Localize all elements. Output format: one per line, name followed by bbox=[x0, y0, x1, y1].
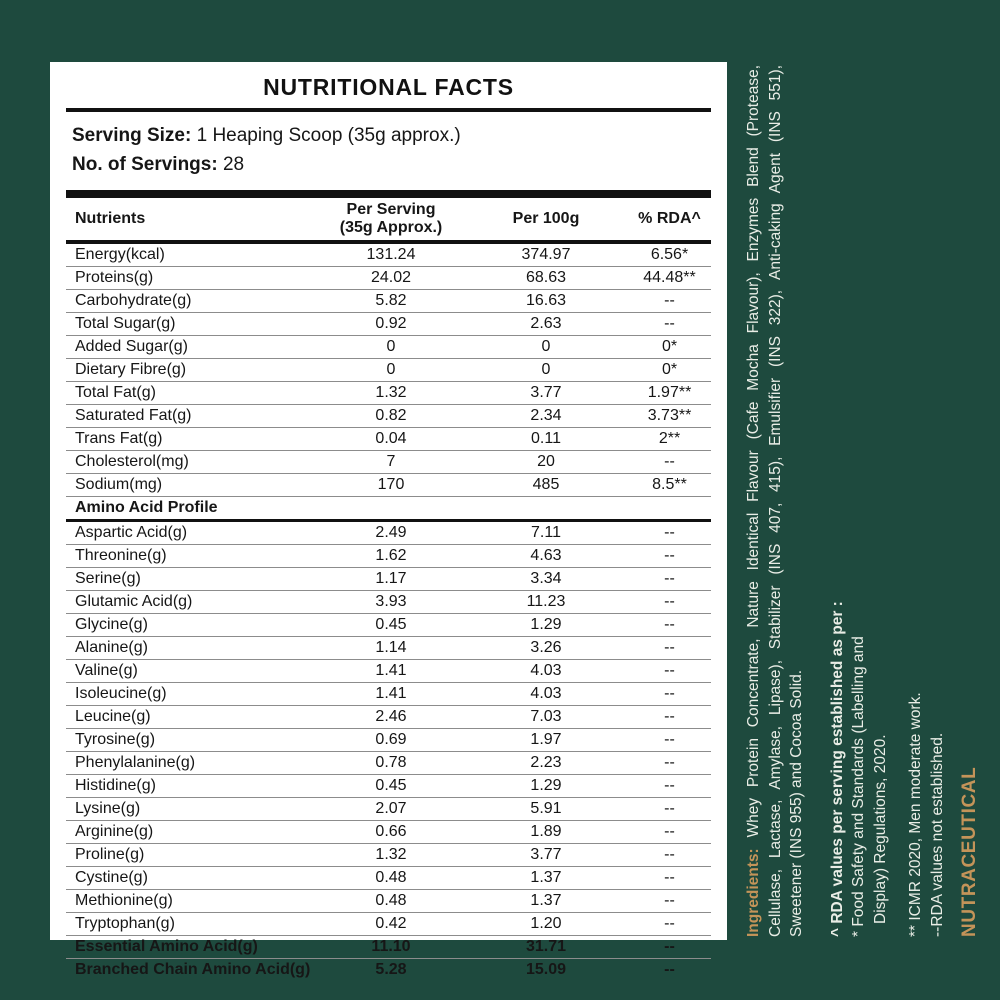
cell-per-100g: 1.89 bbox=[530, 823, 562, 840]
table-row bbox=[66, 959, 711, 981]
cell-name: Serine(g) bbox=[75, 570, 141, 587]
ingredients-line-1 bbox=[743, 65, 765, 937]
cell-per-100g: 485 bbox=[532, 476, 560, 493]
rda-note-line-2: Display) Regulations, 2020. bbox=[871, 734, 889, 924]
table-row bbox=[66, 382, 711, 405]
cell-rda: -- bbox=[664, 754, 675, 771]
cell-per-100g: 1.29 bbox=[530, 777, 562, 794]
cell-name: Lysine(g) bbox=[75, 800, 141, 817]
cell-per-100g: 2.63 bbox=[530, 315, 562, 332]
cell-name: Tryptophan(g) bbox=[75, 915, 175, 932]
cell-name: Cholesterol(mg) bbox=[75, 453, 189, 470]
table-row bbox=[66, 244, 711, 267]
cell-per-100g: 4.03 bbox=[530, 685, 562, 702]
cell-per-serving: 1.32 bbox=[375, 384, 407, 401]
table-row bbox=[66, 706, 711, 729]
cell-name: Total Fat(g) bbox=[75, 384, 156, 401]
cell-rda: 44.48** bbox=[643, 269, 696, 286]
cell-name: Dietary Fibre(g) bbox=[75, 361, 187, 378]
table-row bbox=[66, 568, 711, 591]
table-row bbox=[66, 290, 711, 313]
cell-rda: 0* bbox=[661, 338, 678, 355]
servings-count-label: No. of Servings: bbox=[72, 154, 218, 175]
cell-rda: -- bbox=[664, 547, 675, 564]
cell-per-100g: 68.63 bbox=[525, 269, 567, 286]
cell-name: Saturated Fat(g) bbox=[75, 407, 192, 424]
side-rotated-text bbox=[743, 65, 980, 937]
table-row bbox=[66, 752, 711, 775]
cell-per-100g: 4.03 bbox=[530, 662, 562, 679]
cell-per-100g: 1.20 bbox=[530, 915, 562, 932]
cell-per-100g: 0 bbox=[541, 338, 551, 355]
serving-size-value: 1 Heaping Scoop (35g approx.) bbox=[196, 125, 461, 146]
cell-rda: -- bbox=[664, 570, 675, 587]
cell-name: Valine(g) bbox=[75, 662, 138, 679]
rda-not-established-note: --RDA values not established. bbox=[928, 732, 946, 937]
cell-per-serving: 0 bbox=[386, 361, 396, 378]
cell-name: Leucine(g) bbox=[75, 708, 151, 725]
cell-name: Total Sugar(g) bbox=[75, 315, 176, 332]
cell-name: Arginine(g) bbox=[75, 823, 154, 840]
cell-name: Carbohydrate(g) bbox=[75, 292, 192, 309]
cell-per-serving: 0.78 bbox=[375, 754, 407, 771]
cell-per-serving: 0 bbox=[386, 338, 396, 355]
serving-info bbox=[66, 112, 711, 190]
cell-per-serving: 0.92 bbox=[375, 315, 407, 332]
cell-rda: -- bbox=[664, 639, 675, 656]
cell-per-100g: 11.23 bbox=[526, 593, 566, 610]
table-row bbox=[66, 545, 711, 568]
header-nutrients: Nutrients bbox=[75, 210, 146, 227]
table-row bbox=[66, 683, 711, 706]
nutrition-facts-title: NUTRITIONAL FACTS bbox=[263, 74, 514, 100]
cell-name: Sodium(mg) bbox=[75, 476, 163, 493]
cell-name: Cystine(g) bbox=[75, 869, 148, 886]
header-per-serving-line1: Per Serving bbox=[346, 201, 436, 219]
cell-per-100g: 1.37 bbox=[530, 869, 562, 886]
table-row bbox=[66, 451, 711, 474]
table-row bbox=[66, 336, 711, 359]
servings-count-line bbox=[72, 152, 705, 178]
cell-rda: -- bbox=[664, 524, 675, 541]
cell-rda: -- bbox=[664, 800, 675, 817]
ingredients-line-3: Sweetener (INS 955) and Cocoa Solid. bbox=[788, 669, 805, 937]
cell-per-serving: 1.41 bbox=[375, 685, 407, 702]
cell-rda: 2** bbox=[658, 430, 681, 447]
cell-per-serving: 131.24 bbox=[366, 246, 416, 263]
cell-per-serving: 0.69 bbox=[375, 731, 407, 748]
cell-per-100g: 15.09 bbox=[525, 961, 567, 978]
header-per-serving-line2: (35g Approx.) bbox=[339, 219, 443, 236]
table-row bbox=[66, 798, 711, 821]
cell-name: Tyrosine(g) bbox=[75, 731, 156, 748]
table-row bbox=[66, 821, 711, 844]
cell-rda: -- bbox=[664, 616, 675, 633]
serving-size-line bbox=[72, 123, 705, 149]
cell-per-serving: 1.14 bbox=[375, 639, 407, 656]
cell-name: Energy(kcal) bbox=[75, 246, 165, 263]
cell-per-serving: 0.04 bbox=[375, 430, 407, 447]
cell-per-100g: 2.23 bbox=[530, 754, 562, 771]
cell-per-serving: 0.66 bbox=[375, 823, 407, 840]
cell-per-serving: 0.48 bbox=[375, 869, 407, 886]
cell-rda: 1.97** bbox=[647, 384, 692, 401]
cell-rda: -- bbox=[664, 938, 675, 955]
cell-name: Histidine(g) bbox=[75, 777, 156, 794]
cell-per-serving: 5.28 bbox=[375, 961, 407, 978]
cell-rda: -- bbox=[664, 961, 675, 978]
table-row bbox=[66, 313, 711, 336]
header-rda: % RDA^ bbox=[638, 210, 701, 227]
table-row bbox=[66, 913, 711, 936]
serving-size-label: Serving Size: bbox=[72, 125, 192, 146]
icmr-note: ** ICMR 2020, Men moderate work. bbox=[907, 692, 924, 937]
cell-rda: -- bbox=[664, 846, 675, 863]
cell-per-serving: 0.48 bbox=[375, 892, 407, 909]
ingredients-line-2: Cellulase, Lactase, Amylase, Lipase), Stabilizer (INS 407, 415), Emulsifier (INS 322), Anti-caking Agent (INS 551), bbox=[766, 65, 784, 937]
table-row bbox=[66, 522, 711, 545]
cell-per-serving: 11.10 bbox=[371, 938, 411, 955]
amino-acid-profile-header: Amino Acid Profile bbox=[66, 497, 711, 522]
cell-name: Phenylalanine(g) bbox=[75, 754, 196, 771]
cell-per-serving: 0.82 bbox=[375, 407, 407, 424]
cell-per-100g: 374.97 bbox=[521, 246, 571, 263]
cell-per-serving: 1.62 bbox=[375, 547, 407, 564]
table-row bbox=[66, 729, 711, 752]
servings-count-value: 28 bbox=[222, 154, 245, 175]
table-row bbox=[66, 844, 711, 867]
cell-per-100g: 16.63 bbox=[525, 292, 567, 309]
table-header-row bbox=[66, 198, 711, 240]
cell-name: Trans Fat(g) bbox=[75, 430, 163, 447]
cell-rda: -- bbox=[664, 731, 675, 748]
cell-per-100g: 31.71 bbox=[525, 938, 567, 955]
cell-per-serving: 3.93 bbox=[375, 593, 407, 610]
cell-per-100g: 7.11 bbox=[531, 524, 561, 541]
cell-per-100g: 3.77 bbox=[530, 846, 562, 863]
cell-name: Glutamic Acid(g) bbox=[75, 593, 193, 610]
rda-note-title: ^ RDA values per serving established as per : bbox=[828, 601, 846, 937]
table-row bbox=[66, 936, 711, 959]
header-per-100g: Per 100g bbox=[512, 210, 580, 227]
cell-rda: -- bbox=[664, 315, 675, 332]
cell-name: Proline(g) bbox=[75, 846, 145, 863]
cell-name: Isoleucine(g) bbox=[75, 685, 167, 702]
table-row bbox=[66, 267, 711, 290]
cell-per-100g: 1.37 bbox=[530, 892, 562, 909]
cell-per-100g: 3.77 bbox=[530, 384, 562, 401]
cell-per-serving: 0.42 bbox=[375, 915, 407, 932]
cell-name: Glycine(g) bbox=[75, 616, 148, 633]
cell-rda: 0* bbox=[661, 361, 678, 378]
nutrition-panel bbox=[50, 62, 727, 978]
cell-per-100g: 5.91 bbox=[530, 800, 562, 817]
cell-name: Proteins(g) bbox=[75, 269, 154, 286]
cell-rda: -- bbox=[664, 685, 675, 702]
cell-per-serving: 5.82 bbox=[375, 292, 407, 309]
table-row bbox=[66, 890, 711, 913]
cell-per-serving: 1.17 bbox=[375, 570, 407, 587]
cell-rda: -- bbox=[664, 777, 675, 794]
cell-rda: 3.73** bbox=[647, 407, 692, 424]
cell-rda: -- bbox=[664, 915, 675, 932]
rda-note-line-1: * Food Safety and Standards (Labelling and bbox=[850, 636, 867, 937]
cell-per-100g: 0 bbox=[541, 361, 551, 378]
cell-rda: -- bbox=[664, 593, 675, 610]
table-row bbox=[66, 428, 711, 451]
cell-name: Added Sugar(g) bbox=[75, 338, 188, 355]
category-label: NUTRACEUTICAL bbox=[959, 766, 980, 937]
cell-rda: 6.56* bbox=[650, 246, 689, 263]
ingredients-label: Ingredients: bbox=[745, 848, 762, 937]
cell-per-serving: 0.45 bbox=[375, 616, 407, 633]
ingredients-text-1: Whey Protein Concentrate, Nature Identical Flavour (Cafe Mocha Flavour), Enzymes Blend (Protease, bbox=[745, 65, 762, 838]
cell-per-100g: 7.03 bbox=[530, 708, 562, 725]
divider-above-header bbox=[66, 190, 711, 198]
cell-per-serving: 1.41 bbox=[375, 662, 407, 679]
cell-per-serving: 2.49 bbox=[375, 524, 407, 541]
table-row bbox=[66, 660, 711, 683]
cell-per-serving: 7 bbox=[386, 453, 396, 470]
cell-per-100g: 1.29 bbox=[530, 616, 562, 633]
table-row bbox=[66, 405, 711, 428]
cell-rda: -- bbox=[664, 708, 675, 725]
cell-name: Branched Chain Amino Acid(g) bbox=[75, 961, 311, 978]
table-row bbox=[66, 359, 711, 382]
header-per-serving bbox=[318, 201, 464, 237]
cell-per-100g: 0.11 bbox=[531, 430, 561, 447]
cell-per-100g: 1.97 bbox=[530, 731, 562, 748]
nutrients-rows bbox=[66, 244, 711, 497]
cell-rda: -- bbox=[664, 892, 675, 909]
cell-name: Aspartic Acid(g) bbox=[75, 524, 188, 541]
cell-per-serving: 0.45 bbox=[375, 777, 407, 794]
cell-per-serving: 170 bbox=[377, 476, 405, 493]
cell-per-100g: 3.26 bbox=[530, 639, 562, 656]
table-row bbox=[66, 637, 711, 660]
cell-per-100g: 20 bbox=[537, 453, 555, 470]
table-row bbox=[66, 591, 711, 614]
cell-name: Methionine(g) bbox=[75, 892, 173, 909]
cell-per-serving: 24.02 bbox=[370, 269, 412, 286]
amino-acid-rows bbox=[66, 522, 711, 981]
cell-rda: -- bbox=[664, 453, 675, 470]
cell-rda: -- bbox=[664, 662, 675, 679]
table-row bbox=[66, 775, 711, 798]
table-row bbox=[66, 474, 711, 497]
cell-rda: -- bbox=[664, 869, 675, 886]
cell-name: Threonine(g) bbox=[75, 547, 167, 564]
cell-per-100g: 3.34 bbox=[530, 570, 562, 587]
cell-per-100g: 2.34 bbox=[530, 407, 562, 424]
table-row bbox=[66, 867, 711, 890]
cell-rda: -- bbox=[664, 823, 675, 840]
cell-per-serving: 2.07 bbox=[375, 800, 407, 817]
cell-name: Essential Amino Acid(g) bbox=[75, 938, 258, 955]
cell-per-serving: 2.46 bbox=[375, 708, 407, 725]
cell-rda: 8.5** bbox=[652, 476, 687, 493]
cell-per-serving: 1.32 bbox=[375, 846, 407, 863]
table-row bbox=[66, 614, 711, 637]
cell-rda: -- bbox=[664, 292, 675, 309]
cell-per-100g: 4.63 bbox=[530, 547, 562, 564]
cell-name: Alanine(g) bbox=[75, 639, 148, 656]
